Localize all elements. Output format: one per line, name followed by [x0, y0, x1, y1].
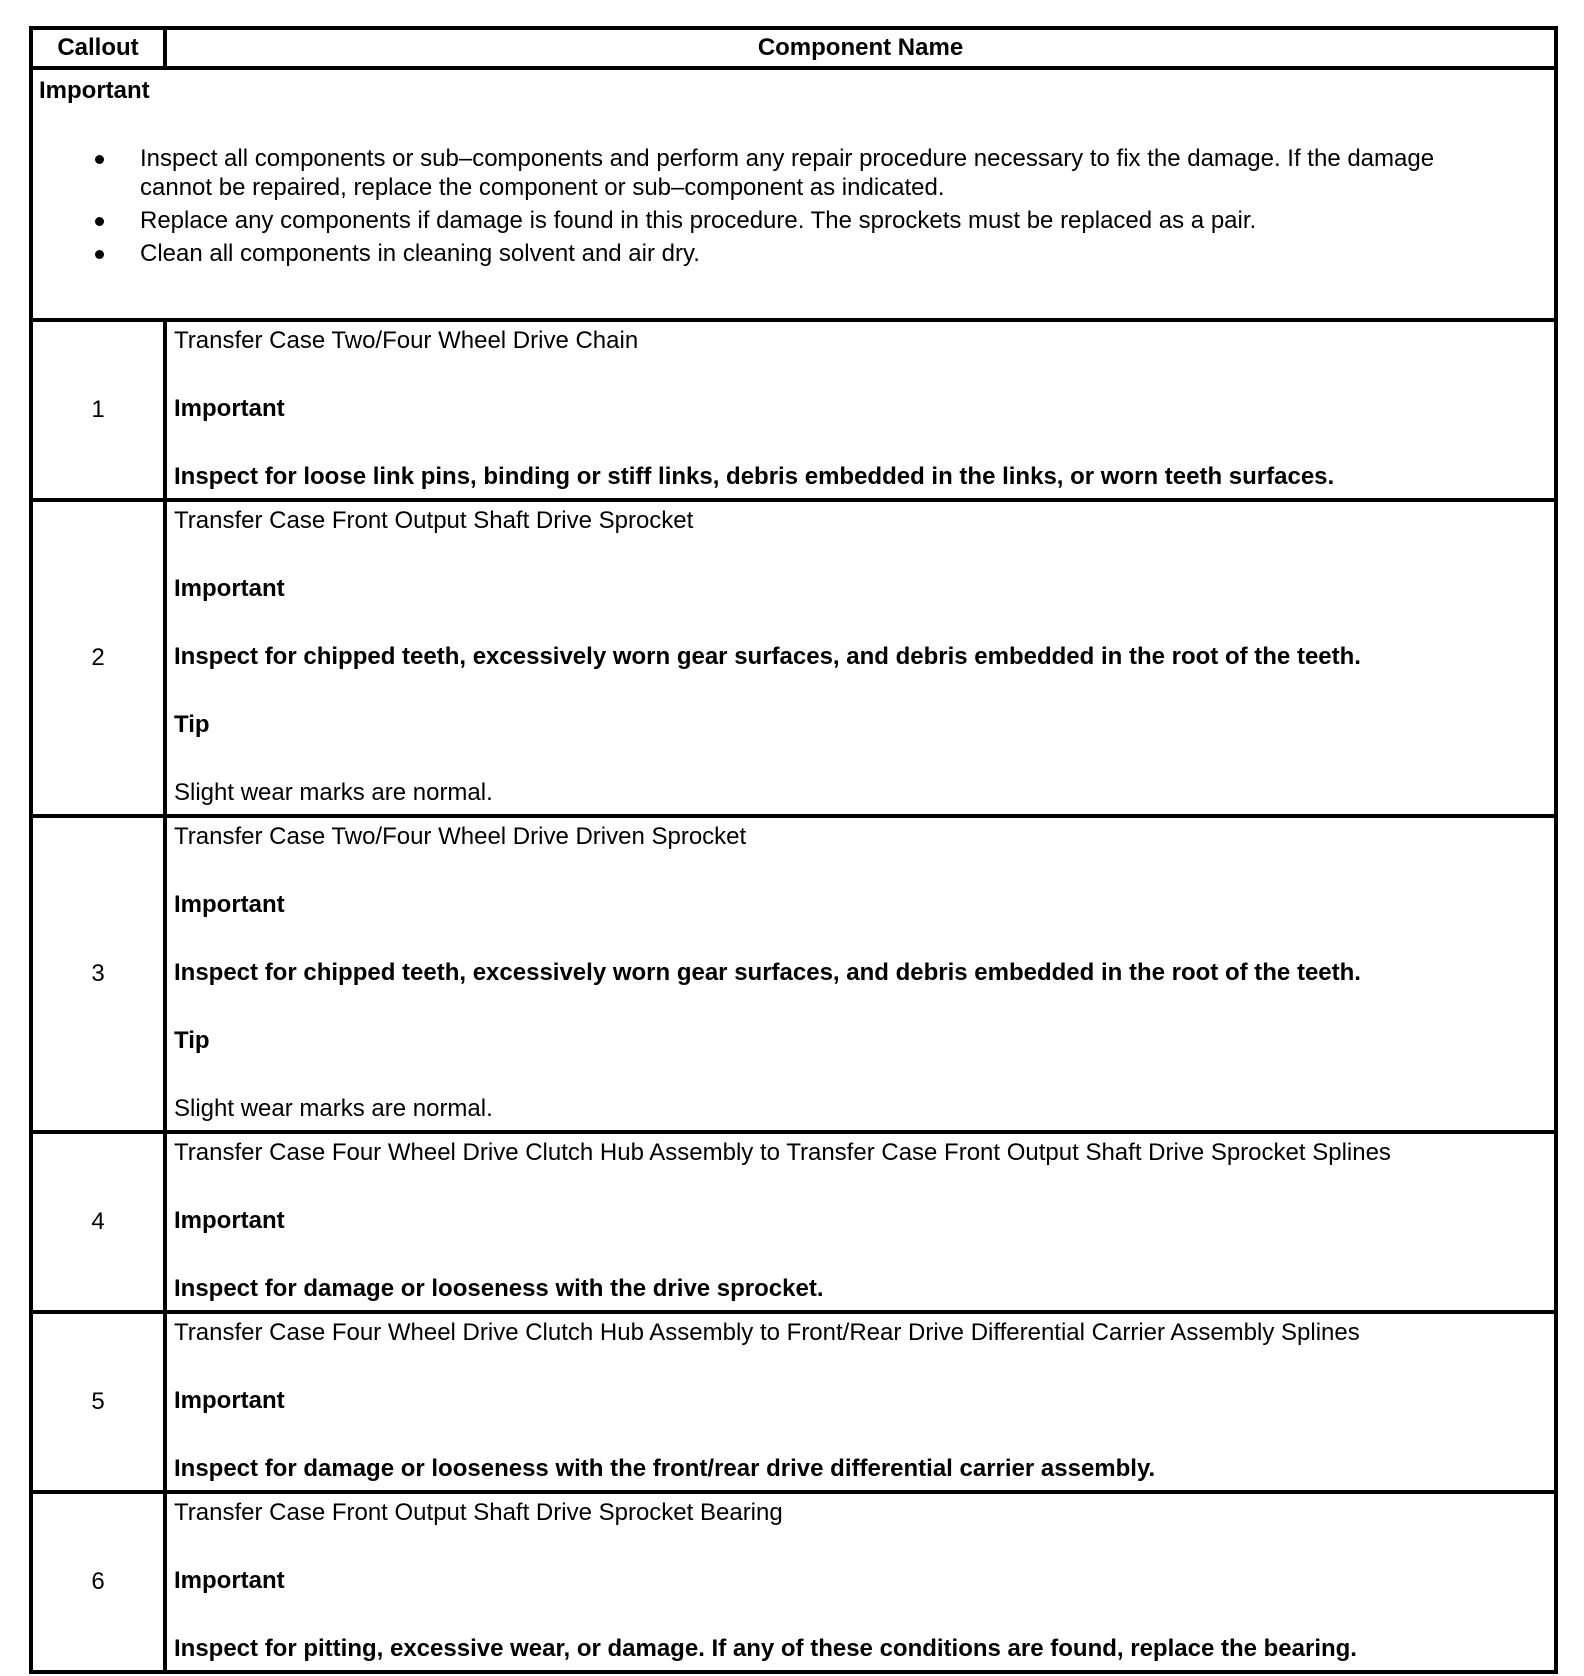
general-bullet-list [39, 144, 1548, 268]
bullet-icon [95, 155, 104, 164]
important-label: Important [174, 395, 285, 422]
important-text: Inspect for loose link pins, binding or stiff links, debris embedded in the links, or worn teeth surfaces. [174, 463, 1335, 490]
bullet-text: Clean all components in cleaning solvent and air dry. [140, 240, 700, 267]
component-name: Transfer Case Front Output Shaft Drive Sprocket [174, 507, 694, 534]
important-text: Inspect for pitting, excessive wear, or damage. If any of these conditions are found, replace the bearing. [174, 1635, 1357, 1662]
important-text: Inspect for damage or looseness with the drive sprocket. [174, 1275, 824, 1302]
bullet-text: Inspect all components or sub–components and perform any repair procedure necessary to fix the damage. If the damage cannot be repaired, replace the component or sub–component as indicated. [140, 145, 1435, 201]
component-name: Transfer Case Four Wheel Drive Clutch Hub Assembly to Transfer Case Front Output Shaft Drive Sprocket Splines [174, 1139, 1391, 1166]
tip-text: Slight wear marks are normal. [174, 1095, 493, 1122]
list-item [39, 144, 1548, 202]
component-description [165, 1492, 1556, 1672]
important-text: Inspect for chipped teeth, excessively worn gear surfaces, and debris embedded in the root of the teeth. [174, 643, 1361, 670]
important-label: Important [174, 575, 285, 602]
component-description [165, 1312, 1556, 1492]
general-notes-row [31, 68, 1556, 320]
important-label: Important [174, 1567, 285, 1594]
important-text: Inspect for chipped teeth, excessively worn gear surfaces, and debris embedded in the root of the teeth. [174, 959, 1361, 986]
bullet-icon [95, 250, 104, 259]
important-label: Important [174, 1387, 285, 1414]
component-description [165, 500, 1556, 816]
table-row [31, 816, 1556, 1132]
general-important-title: Important [39, 77, 150, 104]
bullet-icon [95, 217, 104, 226]
callout-number: 5 [31, 1312, 165, 1492]
table-header-row [31, 28, 1556, 68]
component-name: Transfer Case Front Output Shaft Drive Sprocket Bearing [174, 1499, 783, 1526]
tip-text: Slight wear marks are normal. [174, 779, 493, 806]
callout-number: 3 [31, 816, 165, 1132]
component-description [165, 1132, 1556, 1312]
general-notes-cell [31, 68, 1556, 320]
callout-header: Callout [31, 28, 165, 68]
table-row [31, 1312, 1556, 1492]
important-label: Important [174, 1207, 285, 1234]
table-row [31, 1492, 1556, 1672]
table-row [31, 320, 1556, 500]
callout-number: 2 [31, 500, 165, 816]
table-row [31, 500, 1556, 816]
component-description [165, 320, 1556, 500]
bullet-text: Replace any components if damage is found in this procedure. The sprockets must be replaced as a pair. [140, 207, 1257, 234]
important-text: Inspect for damage or looseness with the front/rear drive differential carrier assembly. [174, 1455, 1156, 1482]
component-name: Transfer Case Two/Four Wheel Drive Chain [174, 327, 639, 354]
list-item [39, 239, 1548, 268]
table-row [31, 1132, 1556, 1312]
component-name-header: Component Name [165, 28, 1556, 68]
callout-number: 6 [31, 1492, 165, 1672]
tip-label: Tip [174, 1027, 210, 1054]
important-label: Important [174, 891, 285, 918]
component-name: Transfer Case Four Wheel Drive Clutch Hub Assembly to Front/Rear Drive Differential Carrier Assembly Splines [174, 1319, 1360, 1346]
tip-label: Tip [174, 711, 210, 738]
component-description [165, 816, 1556, 1132]
component-table [29, 26, 1558, 1674]
component-name: Transfer Case Two/Four Wheel Drive Driven Sprocket [174, 823, 747, 850]
callout-number: 4 [31, 1132, 165, 1312]
list-item [39, 206, 1548, 235]
callout-number: 1 [31, 320, 165, 500]
